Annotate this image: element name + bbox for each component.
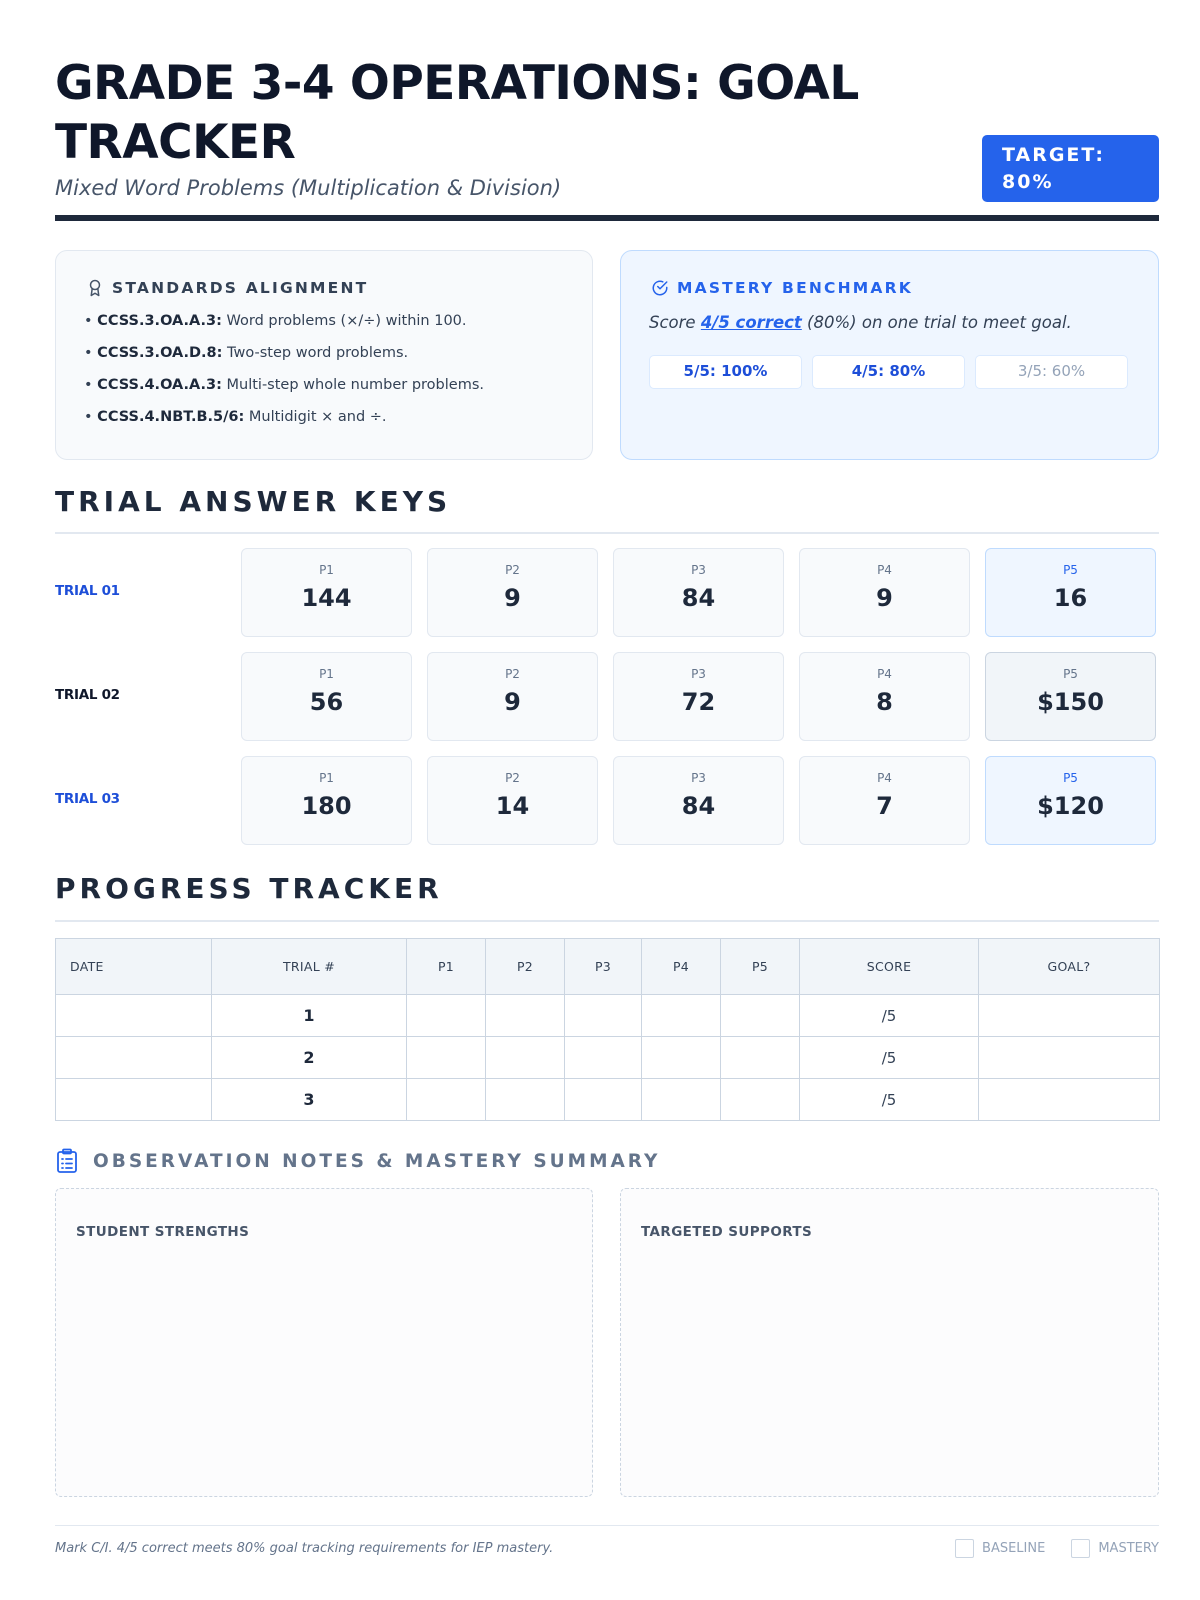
answer-t3-p3: P3 84 — [613, 756, 784, 845]
p4-cell[interactable] — [642, 1079, 721, 1121]
p3-cell[interactable] — [565, 1079, 642, 1121]
clipboard-icon — [55, 1148, 79, 1174]
benchmark-row — [649, 355, 1128, 389]
strengths-box[interactable] — [55, 1188, 593, 1497]
p3-cell[interactable] — [565, 1037, 642, 1079]
table-header-row — [56, 939, 1160, 995]
col-date: DATE — [56, 939, 212, 995]
goal-cell[interactable] — [979, 1079, 1160, 1121]
award-icon — [86, 279, 104, 297]
page-subtitle: Mixed Word Problems (Multiplication & Division) — [55, 176, 562, 200]
footer-note: Mark C/I. 4/5 correct meets 80% goal tracking requirements for IEP mastery. — [55, 1541, 554, 1556]
p1-cell[interactable] — [407, 1079, 486, 1121]
p5-cell[interactable] — [721, 995, 800, 1037]
trial-number-cell: 3 — [212, 1079, 407, 1121]
standard-item: • CCSS.3.OA.A.3: Word problems (×/÷) within 100. — [84, 313, 467, 329]
mastery-label: MASTERY — [1098, 1541, 1159, 1556]
goal-cell[interactable] — [979, 1037, 1160, 1079]
p5-cell[interactable] — [721, 1037, 800, 1079]
answer-t2-p4: P4 8 — [799, 652, 970, 741]
mastery-checkbox[interactable] — [1071, 1539, 1159, 1558]
answer-t2-p2: P2 9 — [427, 652, 598, 741]
answer-t3-p1: P1 180 — [241, 756, 412, 845]
trial-number-cell: 1 — [212, 995, 407, 1037]
benchmark-80: 4/5: 80% — [812, 355, 965, 389]
score-cell[interactable]: /5 — [800, 1037, 979, 1079]
notes-heading-text: OBSERVATION NOTES & MASTERY SUMMARY — [93, 1150, 661, 1172]
score-cell[interactable]: /5 — [800, 1079, 979, 1121]
date-cell[interactable] — [56, 1079, 212, 1121]
standard-item: • CCSS.4.NBT.B.5/6: Multidigit × and ÷. — [84, 409, 387, 425]
answer-t3-p5: P5 $120 — [985, 756, 1156, 845]
date-cell[interactable] — [56, 1037, 212, 1079]
standards-list — [84, 311, 484, 439]
standards-card — [55, 250, 593, 460]
answer-t1-p3: P3 84 — [613, 548, 784, 637]
standard-item: • CCSS.3.OA.D.8: Two-step word problems. — [84, 345, 409, 361]
col-p4: P4 — [642, 939, 721, 995]
p4-cell[interactable] — [642, 1037, 721, 1079]
trial-03-label: TRIAL 03 — [55, 791, 120, 807]
answer-t1-p5: P5 16 — [985, 548, 1156, 637]
check-circle-icon — [651, 279, 669, 297]
target-badge: TARGET: 80% — [982, 135, 1159, 202]
answer-t3-p2: P2 14 — [427, 756, 598, 845]
col-p5: P5 — [721, 939, 800, 995]
col-goal: GOAL? — [979, 939, 1160, 995]
answer-t2-p1: P1 56 — [241, 652, 412, 741]
p5-cell[interactable] — [721, 1079, 800, 1121]
standard-item: • CCSS.4.OA.A.3: Multi-step whole number problems. — [84, 377, 484, 393]
mastery-highlight: 4/5 correct — [700, 313, 802, 332]
p1-cell[interactable] — [407, 1037, 486, 1079]
benchmark-60: 3/5: 60% — [975, 355, 1128, 389]
p4-cell[interactable] — [642, 995, 721, 1037]
col-p1: P1 — [407, 939, 486, 995]
table-row — [56, 1079, 1160, 1121]
checkbox-square-icon[interactable] — [1071, 1539, 1090, 1558]
supports-label: TARGETED SUPPORTS — [641, 1224, 813, 1240]
progress-heading: PROGRESS TRACKER — [55, 872, 443, 905]
answer-keys-divider — [55, 532, 1159, 534]
goal-cell[interactable] — [979, 995, 1160, 1037]
mastery-card — [620, 250, 1159, 460]
footer-divider — [55, 1525, 1159, 1526]
table-row — [56, 995, 1160, 1037]
col-trial: TRIAL # — [212, 939, 407, 995]
answer-t1-p4: P4 9 — [799, 548, 970, 637]
strengths-label: STUDENT STRENGTHS — [76, 1224, 250, 1240]
baseline-label: BASELINE — [982, 1541, 1046, 1556]
mastery-heading — [651, 279, 913, 297]
mastery-heading-text: MASTERY BENCHMARK — [677, 279, 913, 297]
standards-heading-text: STANDARDS ALIGNMENT — [112, 279, 369, 297]
baseline-checkbox[interactable] — [955, 1539, 1045, 1558]
footer-checkboxes — [955, 1539, 1159, 1558]
p1-cell[interactable] — [407, 995, 486, 1037]
progress-divider — [55, 920, 1159, 922]
table-row — [56, 1037, 1160, 1079]
date-cell[interactable] — [56, 995, 212, 1037]
answer-t1-p2: P2 9 — [427, 548, 598, 637]
p2-cell[interactable] — [486, 1079, 565, 1121]
notes-heading — [55, 1148, 660, 1174]
progress-table — [55, 938, 1160, 1121]
col-p2: P2 — [486, 939, 565, 995]
answer-t2-p3: P3 72 — [613, 652, 784, 741]
supports-box[interactable] — [620, 1188, 1159, 1497]
standards-heading — [86, 279, 368, 297]
col-score: SCORE — [800, 939, 979, 995]
answer-t1-p1: P1 144 — [241, 548, 412, 637]
checkbox-square-icon[interactable] — [955, 1539, 974, 1558]
header-divider — [55, 215, 1159, 221]
trial-02-label: TRIAL 02 — [55, 687, 120, 703]
p2-cell[interactable] — [486, 995, 565, 1037]
benchmark-100: 5/5: 100% — [649, 355, 802, 389]
trial-01-label: TRIAL 01 — [55, 583, 120, 599]
trial-number-cell: 2 — [212, 1037, 407, 1079]
p3-cell[interactable] — [565, 995, 642, 1037]
answer-t3-p4: P4 7 — [799, 756, 970, 845]
page-title: GRADE 3-4 OPERATIONS: GOAL TRACKER — [55, 56, 859, 170]
answer-keys-heading: TRIAL ANSWER KEYS — [55, 485, 452, 518]
col-p3: P3 — [565, 939, 642, 995]
mastery-criterion: Score 4/5 correct (80%) on one trial to meet goal. — [649, 313, 1072, 332]
p2-cell[interactable] — [486, 1037, 565, 1079]
answer-t2-p5: P5 $150 — [985, 652, 1156, 741]
score-cell[interactable]: /5 — [800, 995, 979, 1037]
